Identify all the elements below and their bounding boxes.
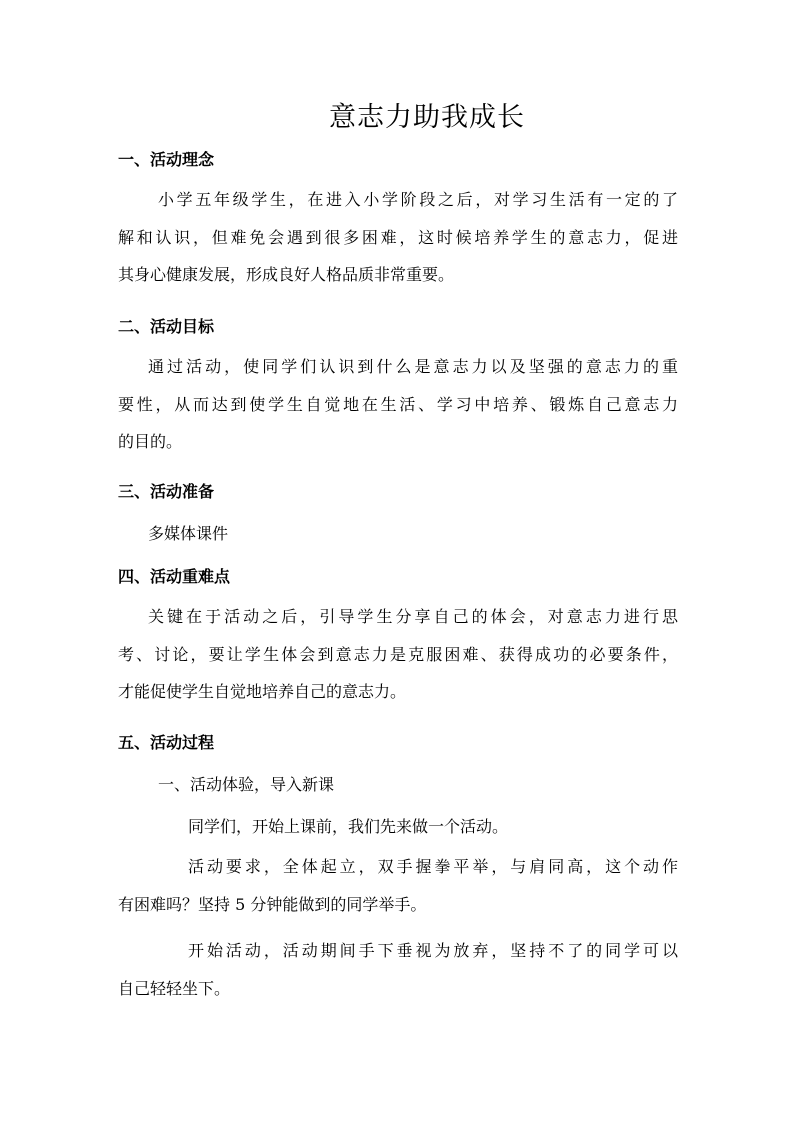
section-body-goals: [118, 348, 678, 461]
paragraph-line: 开始活动，活动期间手下垂视为放弃，坚持不了的同学可以: [188, 941, 678, 960]
paragraph-requirements: [118, 848, 678, 923]
section-body-concept: [118, 181, 678, 294]
paragraph-start-activity: [118, 932, 678, 1007]
section-body-key-points: [118, 598, 678, 711]
section-heading-concept: 一、活动理念: [118, 150, 215, 169]
paragraph-line: 其身心健康发展，形成良好人格品质非常重要。: [118, 265, 455, 284]
paragraph-line: 自己轻轻坐下。: [118, 978, 231, 998]
section-heading-preparation: 三、活动准备: [118, 482, 215, 501]
paragraph-opening: 同学们，开始上课前，我们先来做一个活动。: [188, 817, 509, 836]
section-heading-process: 五、活动过程: [118, 733, 215, 752]
paragraph-line: 通过活动，使同学们认识到什么是意志力以及坚强的意志力的重: [148, 357, 678, 376]
paragraph-line: 小学五年级学生，在进入小学阶段之后，对学习生活有一定的了: [158, 190, 678, 209]
paragraph-line: 要性，从而达到使学生自觉地在生活、学习中培养、锻炼自己意志力: [118, 394, 678, 414]
paragraph-line: 的目的。: [118, 432, 183, 451]
paragraph-line: 活动要求，全体起立，双手握拳平举，与肩同高，这个动作: [188, 857, 678, 876]
paragraph-line: 有困难吗？坚持 5 分钟能做到的同学举手。: [118, 894, 427, 914]
paragraph-line: 解和认识，但难免会遇到很多困难，这时候培养学生的意志力，促进: [118, 227, 678, 247]
paragraph-line: 考、讨论，要让学生体会到意志力是克服困难、获得成功的必要条件，: [118, 644, 678, 664]
paragraph-line: 关键在于活动之后，引导学生分享自己的体会，对意志力进行思: [148, 607, 678, 626]
section-heading-key-points: 四、活动重难点: [118, 567, 231, 586]
document-title: 意志力助我成长: [329, 102, 525, 133]
paragraph-line: 才能促使学生自觉地培养自己的意志力。: [118, 682, 407, 701]
section-heading-goals: 二、活动目标: [118, 317, 215, 336]
section-body-preparation: 多媒体课件: [148, 524, 229, 543]
sub-heading-activity-intro: 一、活动体验，导入新课: [158, 775, 335, 794]
